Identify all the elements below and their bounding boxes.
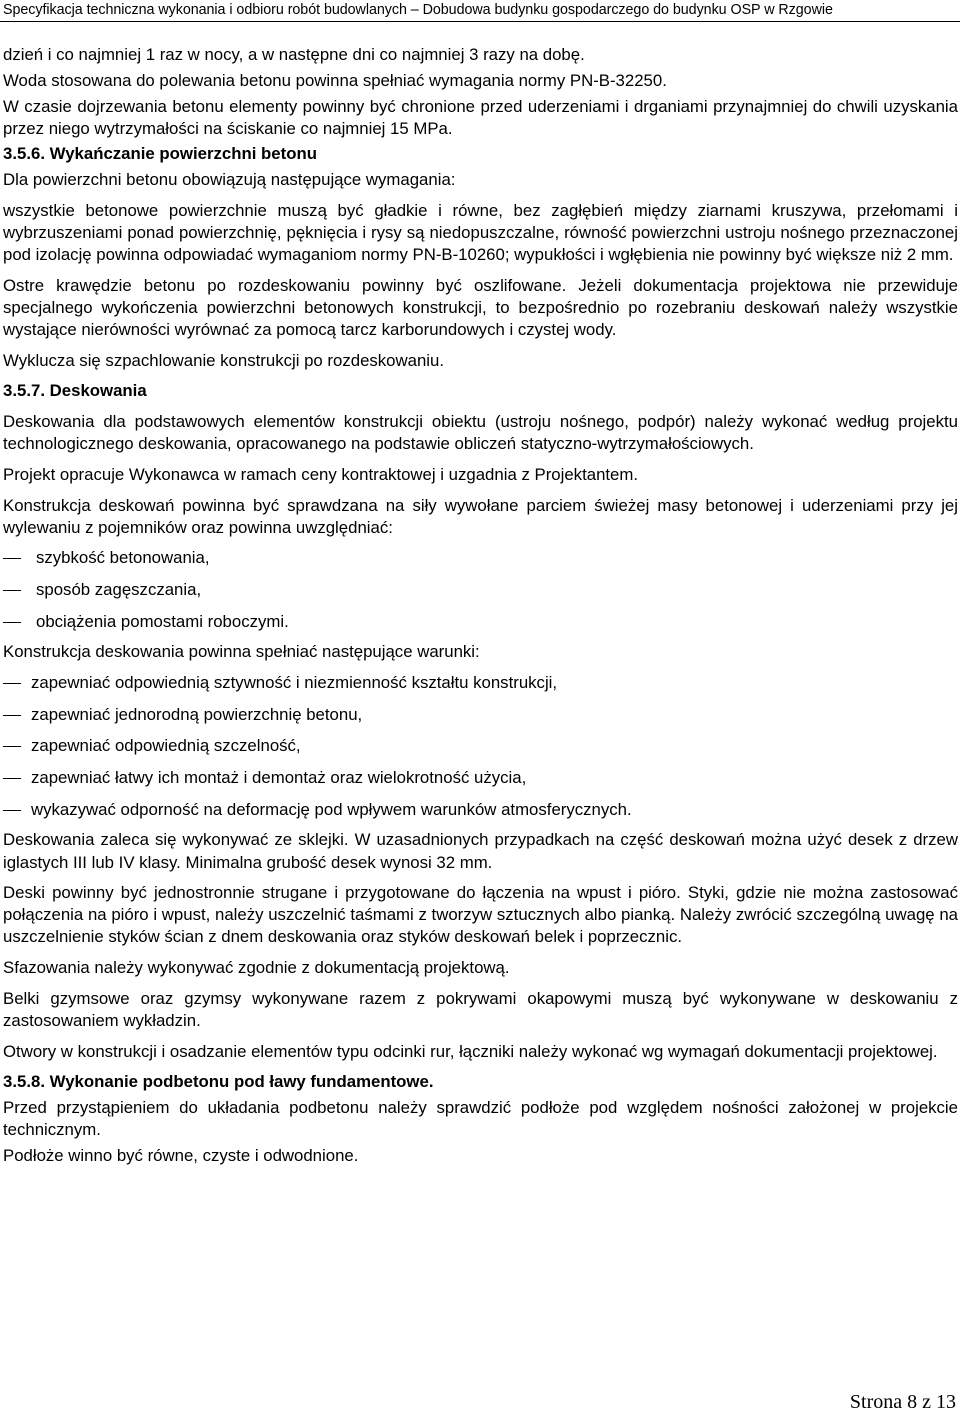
list-item bbox=[3, 735, 958, 757]
page-number: Strona 8 z 13 bbox=[849, 1391, 956, 1413]
dash-bullet-icon bbox=[3, 558, 21, 559]
list-item bbox=[3, 579, 958, 601]
paragraph: Podłoże winno być równe, czyste i odwodnione. bbox=[3, 1145, 359, 1165]
dash-bullet-icon bbox=[3, 746, 21, 747]
section-heading-3-5-8 bbox=[3, 1071, 958, 1093]
section-heading-3-5-7 bbox=[3, 380, 958, 402]
document-body bbox=[3, 44, 958, 1176]
list-item-text: obciążenia pomostami roboczymi. bbox=[36, 611, 289, 631]
section-title: Wykańczanie powierzchni betonu bbox=[49, 144, 317, 164]
list-item-text: wykazywać odporność na deformację pod wpływem warunków atmosferycznych. bbox=[31, 799, 632, 819]
list-item bbox=[3, 799, 958, 821]
paragraph: Wyklucza się szpachlowanie konstrukcji po rozdeskowaniu. bbox=[3, 350, 445, 370]
paragraph: Ostre krawędzie betonu po rozdeskowaniu powinny być oszlifowane. Jeżeli dokumentacja projektowa nie przewiduje specjalnego wykończenia powierzchni betonowych konstrukcji, to bezpośrednio po rozebraniu deskowań należy wszystkie wystające nierówności wyrównać za pomocą tarcz karborundowych i czystej wody. bbox=[3, 275, 958, 339]
section-number: 3.5.6. bbox=[3, 144, 45, 164]
paragraph: Deskowania dla podstawowych elementów konstrukcji obiektu (ustroju nośnego, podpór) należy wykonać według projektu technologicznego deskowania, opracowanego na podstawie obliczeń statyczno-wytrzymałościowych. bbox=[3, 412, 958, 454]
paragraph: W czasie dojrzewania betonu elementy powinny być chronione przed uderzeniami i drganiami przynajmniej do chwili uzyskania przez niego wytrzymałości na ściskanie co najmniej 15 MPa. bbox=[3, 96, 958, 138]
paragraph: Konstrukcja deskowań powinna być sprawdzana na siły wywołane parciem świeżej masy betonowej i uderzeniami przy jej wylewaniu z pojemników oraz powinna uwzględniać: bbox=[3, 495, 958, 537]
list-item bbox=[3, 672, 958, 694]
paragraph: Woda stosowana do polewania betonu powinna spełniać wymagania normy PN-B-32250. bbox=[3, 70, 667, 90]
section-number: 3.5.7. bbox=[3, 381, 45, 401]
list-item-text: zapewniać łatwy ich montaż i demontaż oraz wielokrotność użycia, bbox=[31, 768, 527, 788]
paragraph: Deskowania zaleca się wykonywać ze sklejki. W uzasadnionych przypadkach na część deskowań można użyć desek z drzew iglastych III lub IV klasy. Minimalna grubość desek wynosi 32 mm. bbox=[3, 830, 958, 872]
list-item-text: zapewniać odpowiednią szczelność, bbox=[31, 736, 301, 756]
paragraph: Konstrukcja deskowania powinna spełniać następujące warunki: bbox=[3, 642, 480, 662]
list-item-text: zapewniać odpowiednią sztywność i niezmienność kształtu konstrukcji, bbox=[31, 673, 558, 693]
section-number: 3.5.8. bbox=[3, 1072, 45, 1092]
section-heading-3-5-6 bbox=[3, 143, 958, 165]
paragraph: Przed przystąpieniem do układania podbetonu należy sprawdzić podłoże pod względem nośności założonej w projekcie technicznym. bbox=[3, 1098, 958, 1140]
dash-bullet-icon bbox=[3, 778, 21, 779]
list-item bbox=[3, 547, 958, 569]
list-item-text: sposób zagęszczania, bbox=[36, 579, 202, 599]
dash-list-formwork-factors bbox=[3, 547, 958, 632]
paragraph: Belki gzymsowe oraz gzymsy wykonywane razem z pokrywami okapowymi muszą być wykonywane w deskowaniu z zastosowaniem wykładzin. bbox=[3, 988, 958, 1030]
dash-bullet-icon bbox=[3, 810, 21, 811]
paragraph: dzień i co najmniej 1 raz w nocy, a w następne dni co najmniej 3 razy na dobę. bbox=[3, 45, 585, 64]
paragraph: Dla powierzchni betonu obowiązują następujące wymagania: bbox=[3, 170, 456, 190]
header-title: Specyfikacja techniczna wykonania i odbioru robót budowlanych – Dobudowa budynku gospodarczego do budynku OSP w Rzgowie bbox=[3, 2, 833, 18]
section-title: Wykonanie podbetonu pod ławy fundamentowe. bbox=[49, 1072, 434, 1092]
dash-bullet-icon bbox=[3, 715, 21, 716]
dash-bullet-icon bbox=[3, 622, 21, 623]
dash-list-formwork-conditions bbox=[3, 672, 958, 821]
paragraph: Deski powinny być jednostronnie strugane i przygotowane do łączenia na wpust i pióro. Styki, gdzie nie można zastosować połączenia na pióro i wpust, należy uszczelnić taśmami z tworzyw sztucznych albo pianką. Należy zwrócić szczególną uwagę na uszczelnienie styków ścian z dnem deskowania oraz styków deskowań belek i poprzecznic. bbox=[3, 883, 958, 947]
paragraph: Projekt opracuje Wykonawca w ramach ceny kontraktowej i uzgadnia z Projektantem. bbox=[3, 464, 639, 484]
dash-bullet-icon bbox=[3, 590, 21, 591]
section-title: Deskowania bbox=[49, 381, 147, 401]
list-item bbox=[3, 767, 958, 789]
paragraph: Otwory w konstrukcji i osadzanie elementów typu odcinki rur, łączniki należy wykonać wg wymagań dokumentacji projektowej. bbox=[3, 1041, 938, 1061]
paragraph: wszystkie betonowe powierzchnie muszą być gładkie i równe, bez zagłębień między ziarnami kruszywa, przełomami i wybrzuszeniami ponad powierzchnię, pęknięcia i rysy są niedopuszczalne, równość powierzchni ustroju nośnego przeznaczonej pod izolację powinna odpowiadać wymaganiom normy PN-B-10260; wypukłości i wgłębienia nie powinny być większe niż 2 mm. bbox=[3, 200, 958, 265]
page-header bbox=[0, 0, 960, 22]
paragraph: Sfazowania należy wykonywać zgodnie z dokumentacją projektową. bbox=[3, 958, 510, 978]
list-item-text: zapewniać jednorodną powierzchnię betonu, bbox=[31, 704, 363, 724]
list-item bbox=[3, 611, 958, 633]
list-item bbox=[3, 704, 958, 726]
dash-bullet-icon bbox=[3, 683, 21, 684]
list-item-text: szybkość betonowania, bbox=[36, 548, 210, 568]
